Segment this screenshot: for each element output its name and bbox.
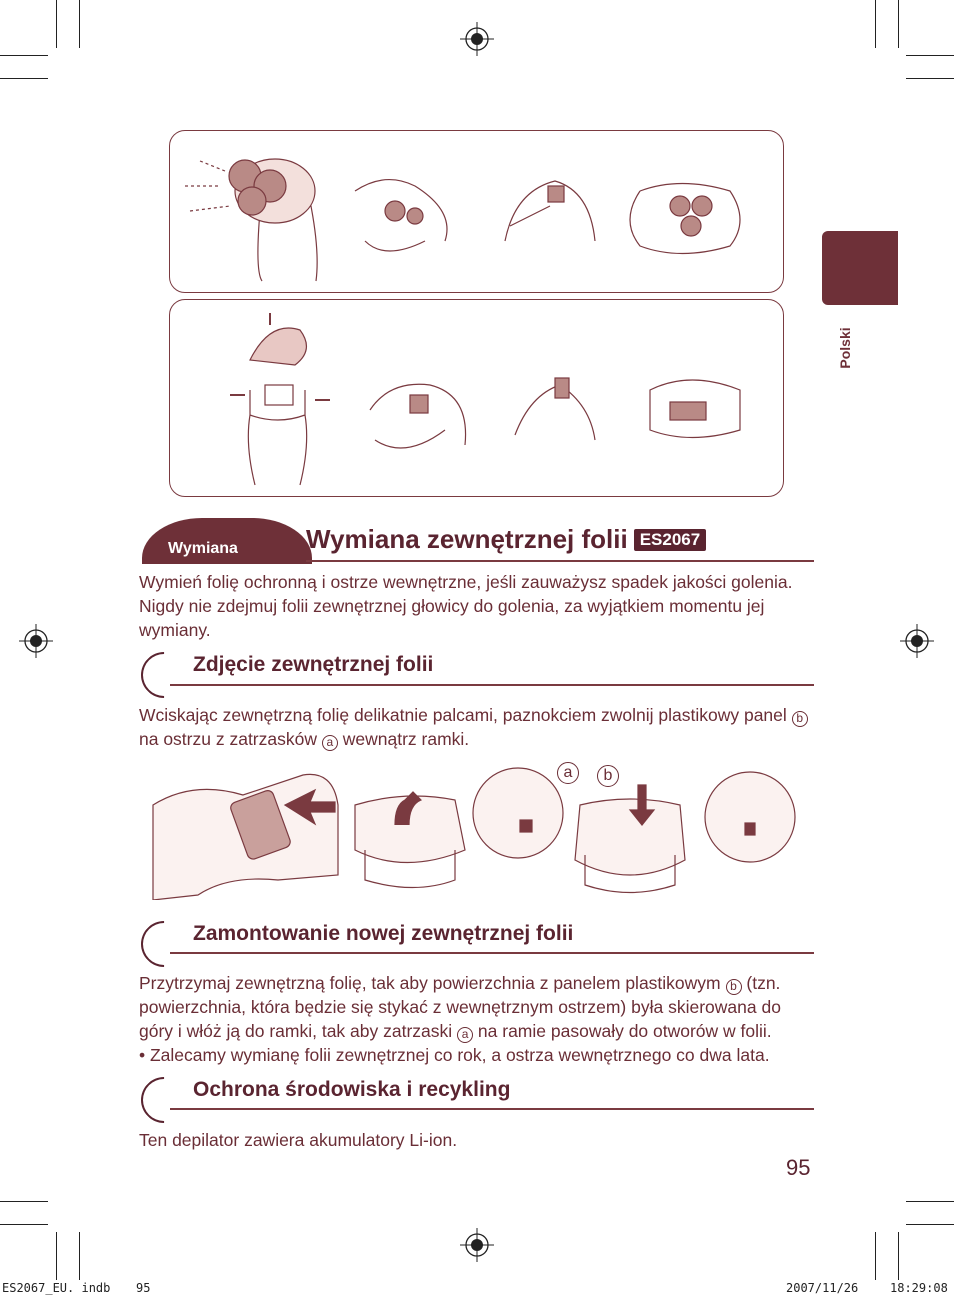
figure-label-b: b xyxy=(597,765,619,787)
crop-mark xyxy=(56,0,57,48)
install-text-2: (tzn. powierzchnia, która będzie się stykać z wewnętrznym ostrzem) była skierowana do góry i włóż ją do ramki, tak aby zatrzaski xyxy=(139,973,781,1041)
label-b-marker: b xyxy=(792,711,808,727)
install-bullet: • Zalecamy wymianę folii zewnętrznej co rok, a ostrza wewnętrznego co dwa lata. xyxy=(139,1045,770,1065)
heading-ornament xyxy=(131,911,196,976)
crop-mark xyxy=(0,1224,48,1225)
figure-label-a: a xyxy=(557,762,579,784)
heading-ornament xyxy=(131,642,196,707)
page-title xyxy=(306,524,706,555)
crop-mark xyxy=(906,55,954,56)
crop-mark xyxy=(875,1232,876,1280)
crop-mark xyxy=(875,0,876,48)
registration-mark-icon xyxy=(460,1228,494,1262)
section-tab-label: Wymiana xyxy=(168,540,238,557)
crop-mark xyxy=(0,55,48,56)
heading-rule xyxy=(170,684,814,686)
install-text-3: na ramie pasowały do otworów w folii. xyxy=(477,1021,772,1041)
install-paragraph xyxy=(139,971,819,1067)
crop-mark xyxy=(898,1232,899,1280)
crop-mark xyxy=(0,1201,48,1202)
removal-text-2: na ostrzu z zatrzasków xyxy=(139,729,317,749)
crop-mark xyxy=(79,1232,80,1280)
page-title-text: Wymiana zewnętrznej folii xyxy=(306,524,628,554)
crop-mark xyxy=(906,1224,954,1225)
label-a-marker: a xyxy=(457,1027,473,1043)
registration-mark-icon xyxy=(19,624,53,658)
foil-removal-figure xyxy=(150,765,800,900)
crop-mark xyxy=(898,0,899,48)
removal-text-3: wewnątrz ramki. xyxy=(342,729,470,749)
model-badge: ES2067 xyxy=(634,529,707,551)
heading-rule xyxy=(170,952,814,954)
footer-file: ES2067_EU. indb xyxy=(2,1281,111,1295)
environment-heading: Ochrona środowiska i recykling xyxy=(193,1078,511,1101)
footer-page: 95 xyxy=(136,1281,151,1295)
registration-mark-icon xyxy=(900,624,934,658)
intro-paragraph: Wymień folię ochronną i ostrze wewnętrzne, jeśli zauważysz spadek jakości golenia. Nigdy nie zdejmuj folii zewnętrznej głowicy do golenia, za wyjątkiem momentu jej wymiany. xyxy=(139,572,793,640)
removal-heading: Zdjęcie zewnętrznej folii xyxy=(193,653,434,676)
shaver-rotary-illustration xyxy=(170,131,783,292)
footer-date: 2007/11/26 xyxy=(786,1281,859,1295)
page-number: 95 xyxy=(786,1155,811,1180)
label-a-marker: a xyxy=(322,735,338,751)
shaver-foil-illustration xyxy=(170,300,783,496)
registration-mark-icon xyxy=(460,22,494,56)
crop-mark xyxy=(56,1232,57,1280)
removal-text-1: Wciskając zewnętrzną folię delikatnie palcami, paznokciem zwolnij plastikowy panel xyxy=(139,705,787,725)
label-b-marker: b xyxy=(726,979,742,995)
section-title-rule xyxy=(306,560,814,562)
heading-ornament xyxy=(131,1067,196,1132)
footer-time: 18:29:08 xyxy=(890,1281,948,1295)
heading-rule xyxy=(170,1108,814,1110)
illustration-panel-rotary xyxy=(169,130,784,293)
language-tab xyxy=(822,231,898,305)
crop-mark xyxy=(906,78,954,79)
install-text-1: Przytrzymaj zewnętrzną folię, tak aby powierzchnia z panelem plastikowym xyxy=(139,973,721,993)
crop-mark xyxy=(79,0,80,48)
illustration-panel-foil xyxy=(169,299,784,497)
environment-paragraph: Ten depilator zawiera akumulatory Li-ion. xyxy=(139,1130,458,1150)
section-tab xyxy=(142,518,312,564)
crop-mark xyxy=(0,78,48,79)
crop-mark xyxy=(906,1201,954,1202)
removal-paragraph xyxy=(139,703,819,751)
install-heading: Zamontowanie nowej zewnętrznej folii xyxy=(193,922,574,945)
language-label: Polski xyxy=(837,327,853,369)
